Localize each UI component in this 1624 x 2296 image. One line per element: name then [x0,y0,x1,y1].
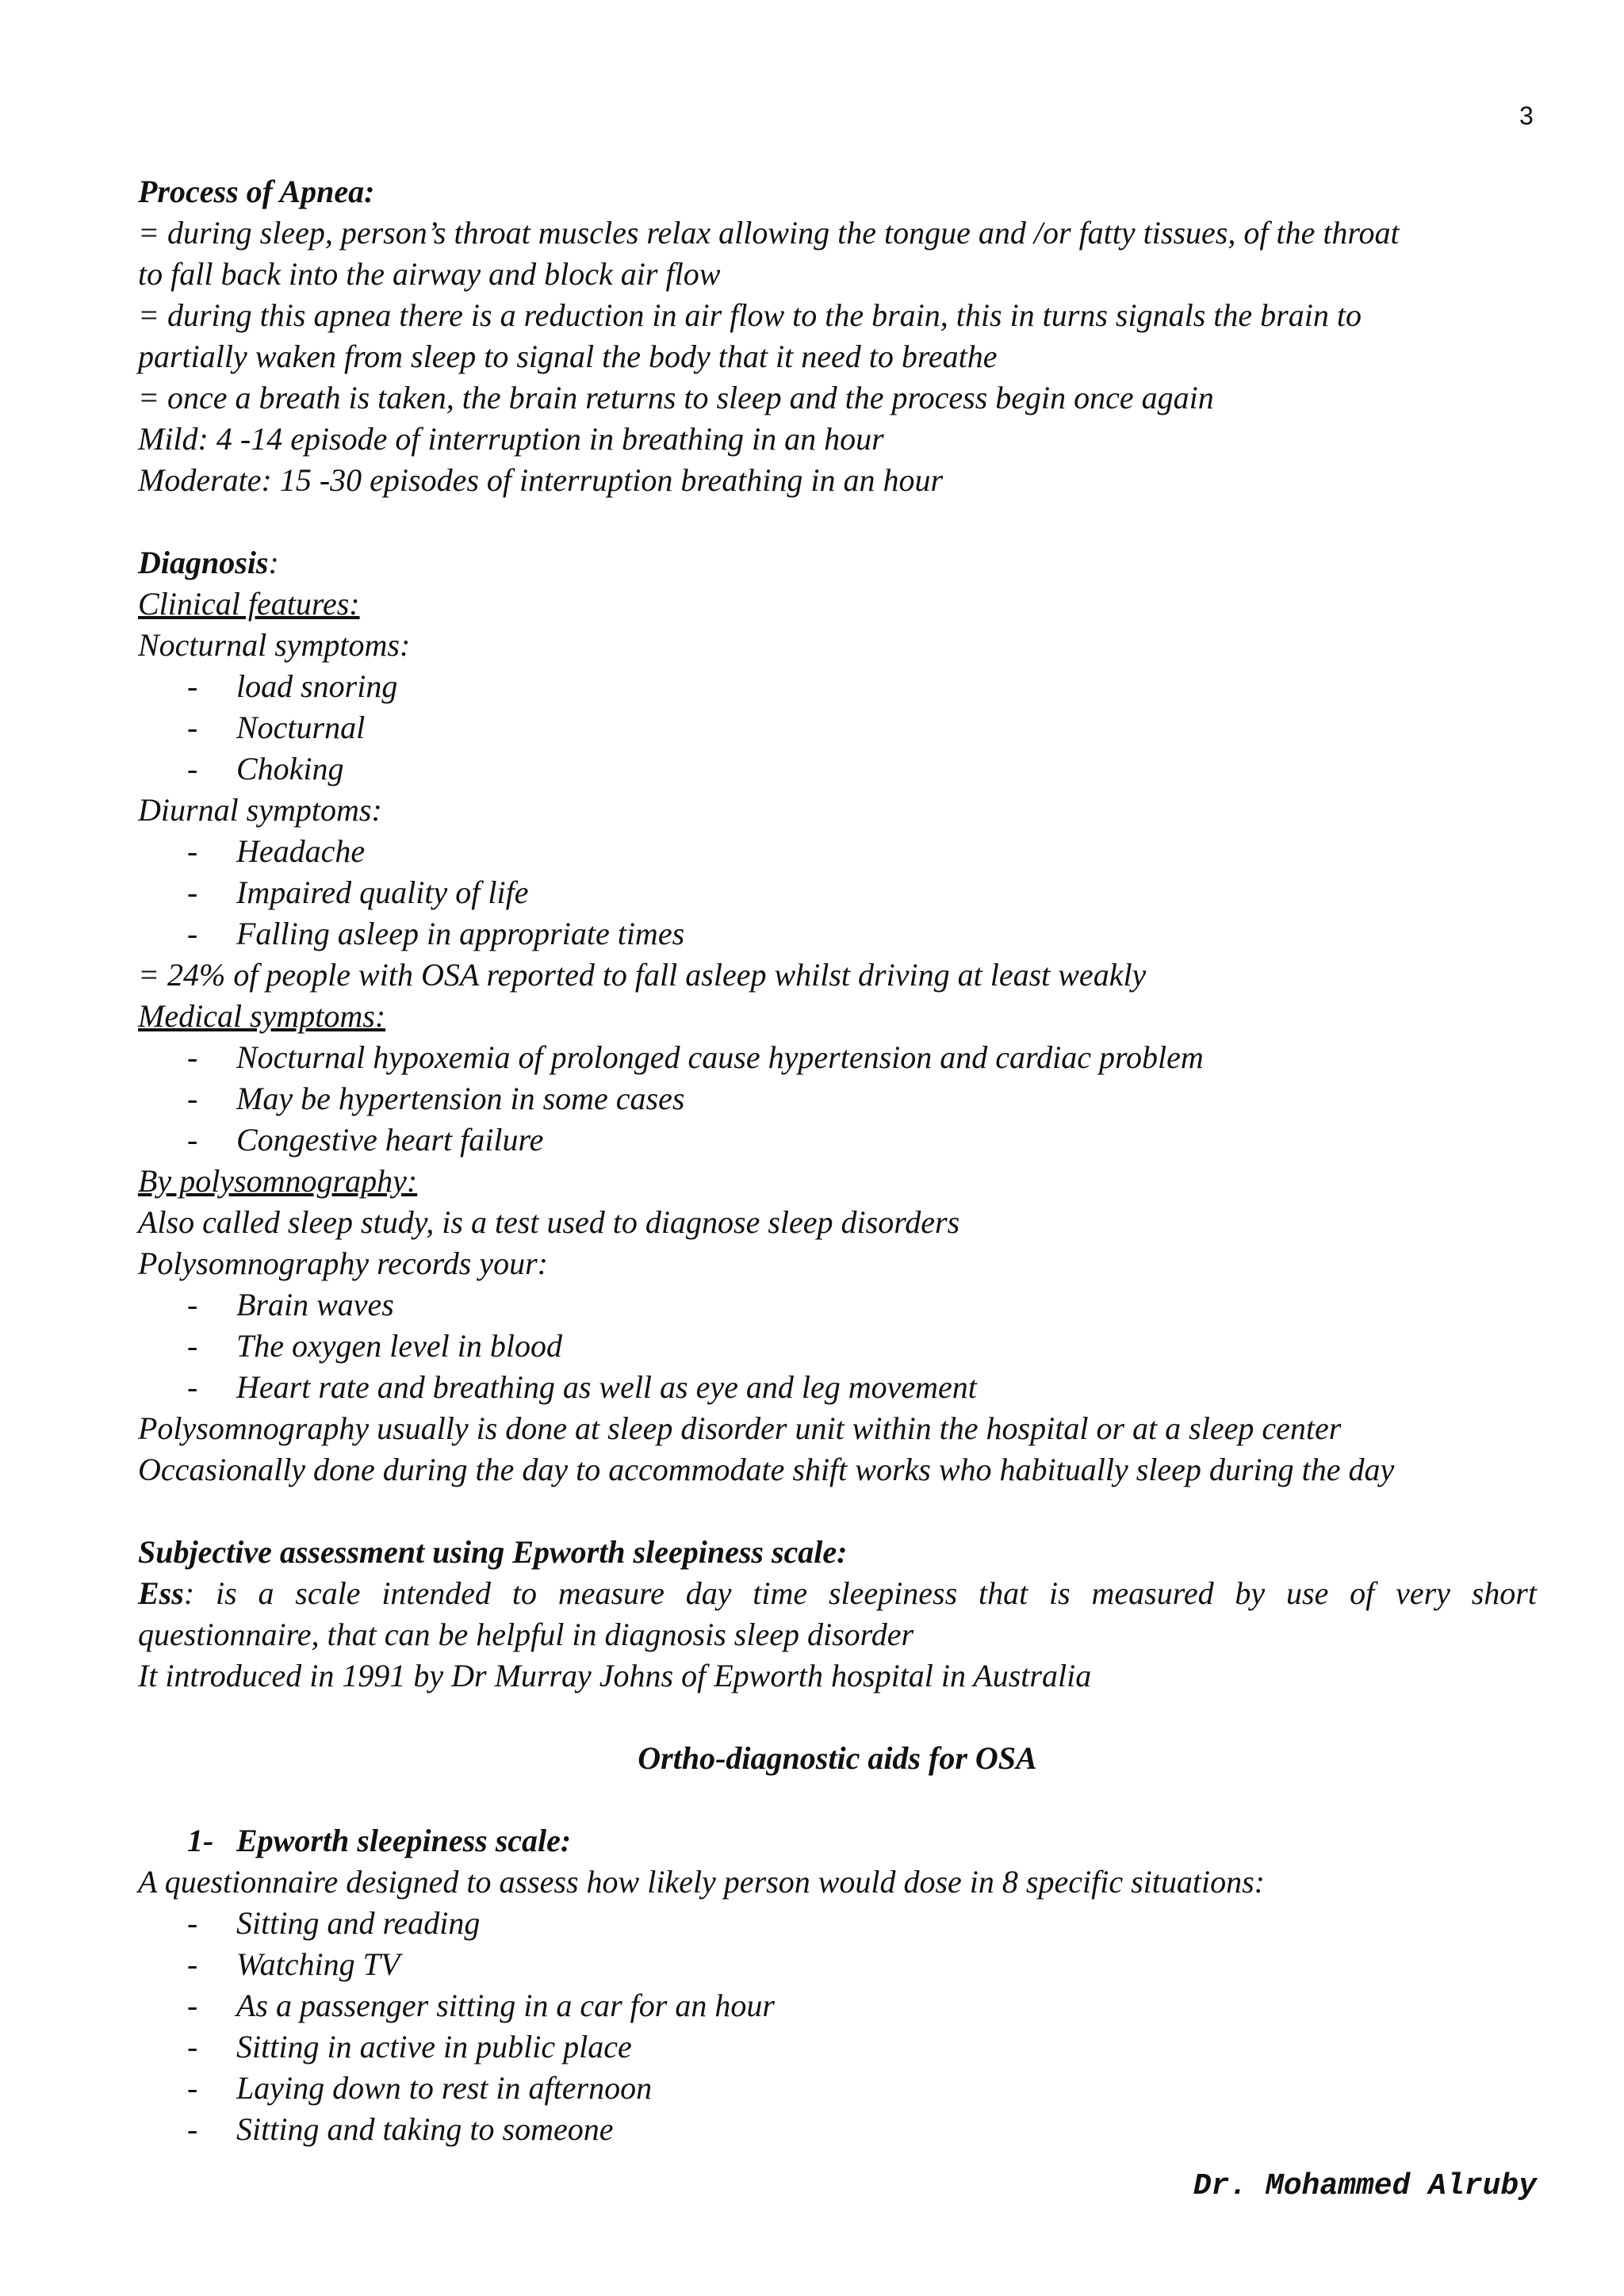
apnea-moderate: Moderate: 15 -30 episodes of interruption breathing in an hour [138,462,944,498]
list-item [138,1119,1537,1161]
list-item [138,1284,1537,1326]
nocturnal-title: Nocturnal symptoms: [138,627,411,663]
bullet-dash: - [187,1081,198,1116]
medical-symptoms-title: Medical symptoms: [138,998,386,1034]
ess-line-1 [138,1573,1537,1614]
polysomnography-line-2: Polysomnography records your: [138,1246,548,1281]
diagnosis-heading: Diagnosis [138,545,269,580]
ortho-intro: A questionnaire designed to assess how likely person would dose in 8 specific situations: [138,1864,1265,1900]
list-item [138,748,1537,790]
list-item-text: Laying down to rest in afternoon [236,2070,653,2106]
bullet-dash: - [187,1905,198,1941]
list-item-text: Watching TV [236,1946,400,1982]
bullet-dash: - [187,668,198,704]
bullet-dash: - [187,1988,198,2023]
list-item-text: The oxygen level in blood [236,1328,562,1364]
list-item [138,2026,1537,2068]
page-number: 3 [1519,101,1534,130]
list-item [138,707,1537,748]
spacer [138,1490,1537,1532]
spacer [138,1697,1537,1738]
bullet-dash: - [187,1287,198,1322]
bullet-dash: - [187,2111,198,2147]
list-item-text: Nocturnal [236,710,366,745]
bullet-dash: - [187,2029,198,2064]
footer-author: Dr. Mohammed Alruby [1193,2169,1537,2203]
list-item [138,1985,1537,2026]
list-item [138,1903,1537,1944]
clinical-features-title: Clinical features: [138,586,360,622]
polysomnography-line-4: Occasionally done during the day to accommodate shift works who habitually sleep during the day [138,1452,1395,1487]
list-item [138,872,1537,913]
list-item-text: Sitting and reading [236,1905,481,1941]
list-item [138,2109,1537,2150]
apnea-line-2: to fall back into the airway and block air flow [138,256,721,292]
list-item-text: As a passenger sitting in a car for an hour [236,1988,775,2023]
list-item-text: May be hypertension in some cases [236,1081,685,1116]
list-item-text: Sitting and taking to someone [236,2111,614,2147]
bullet-dash: - [187,2070,198,2106]
apnea-line-5: = once a breath is taken, the brain returns to sleep and the process begin once again [138,380,1214,415]
bullet-dash: - [187,1946,198,1982]
bullet-dash: - [187,833,198,869]
bullet-dash: - [187,916,198,951]
list-item [138,831,1537,872]
ess-line-3: It introduced in 1991 by Dr Murray Johns of Epworth hospital in Australia [138,1658,1092,1693]
ess-line-1-text: : is a scale intended to measure day time sleepiness that is measured by use of very short [183,1575,1537,1611]
list-item-text: Falling asleep in appropriate times [236,916,685,951]
list-item [138,2068,1537,2109]
list-item [138,1037,1537,1078]
subjective-heading: Subjective assessment using Epworth sleepiness scale: [138,1534,848,1570]
ortho-title: Ortho-diagnostic aids for OSA [638,1740,1037,1776]
bullet-dash: - [187,874,198,910]
list-item-text: Impaired quality of life [236,874,529,910]
apnea-heading: Process of Apnea: [138,174,375,209]
spacer [138,1779,1537,1820]
apnea-line-3: = during this apnea there is a reduction in air flow to the brain, this in turns signals the brain to [138,297,1362,333]
bullet-dash: - [187,1122,198,1158]
list-item-text: Brain waves [236,1287,394,1322]
ess-term: Ess [138,1575,184,1611]
list-item [138,1367,1537,1408]
bullet-dash: - [187,1328,198,1364]
list-item-text: Headache [236,833,366,869]
list-item-text: load snoring [236,668,398,704]
diagnosis-heading-row [138,542,1537,584]
diurnal-title: Diurnal symptoms: [138,792,382,828]
ortho-item-title: Epworth sleepiness scale: [236,1823,572,1858]
list-item-text: Nocturnal hypoxemia of prolonged cause hypertension and cardiac problem [236,1039,1204,1075]
bullet-dash: - [187,1039,198,1075]
list-item-text: Congestive heart failure [236,1122,544,1158]
apnea-line-4: partially waken from sleep to signal the body that it need to breathe [138,339,998,374]
spacer [138,501,1537,542]
list-item [138,913,1537,955]
diurnal-note: = 24% of people with OSA reported to fall asleep whilst driving at least weakly [138,957,1147,993]
document-body [138,171,1537,2150]
list-item [138,666,1537,707]
list-item [138,1944,1537,1985]
list-item-text: Heart rate and breathing as well as eye and leg movement [236,1369,977,1405]
polysomnography-line-3: Polysomnography usually is done at sleep disorder unit within the hospital or at a sleep center [138,1410,1342,1446]
list-item [138,1326,1537,1367]
bullet-dash: - [187,1369,198,1405]
list-item-text: Choking [236,751,344,786]
polysomnography-title: By polysomnography: [138,1163,418,1199]
list-item [138,1078,1537,1119]
ortho-item-heading [138,1820,1537,1862]
ess-line-2: questionnaire, that can be helpful in diagnosis sleep disorder [138,1617,914,1652]
ortho-item-number: 1- [187,1823,214,1858]
bullet-dash: - [187,751,198,786]
apnea-mild: Mild: 4 -14 episode of interruption in breathing in an hour [138,421,884,457]
apnea-line-1: = during sleep, person’s throat muscles relax allowing the tongue and /or fatty tissues, of the throat [138,215,1400,251]
list-item-text: Sitting in active in public place [236,2029,632,2064]
bullet-dash: - [187,710,198,745]
polysomnography-line-1: Also called sleep study, is a test used to diagnose sleep disorders [138,1204,960,1240]
diagnosis-heading-colon: : [268,545,279,580]
